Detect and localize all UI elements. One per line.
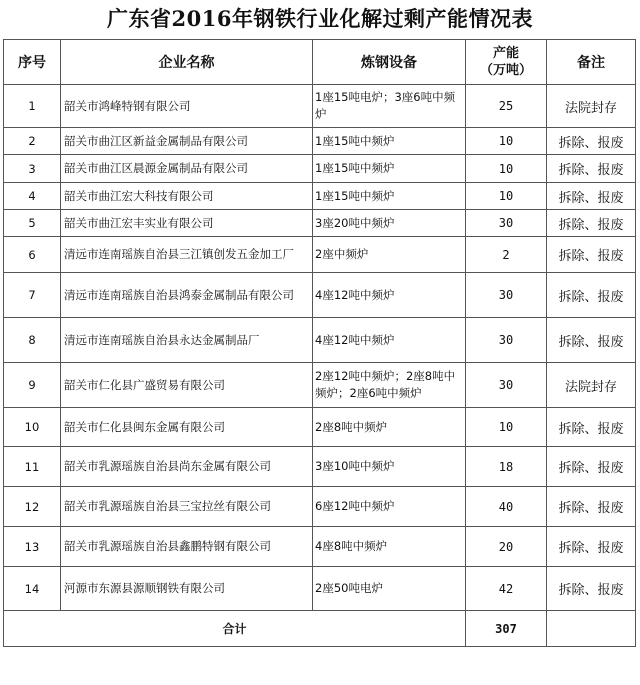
row-note: 拆除、报废 (547, 237, 636, 273)
row-equipment: 4座8吨中频炉 (313, 527, 466, 567)
row-capacity: 18 (466, 447, 547, 487)
table-row (4, 527, 636, 567)
row-note: 拆除、报废 (547, 128, 636, 155)
row-note: 法院封存 (547, 85, 636, 128)
row-note: 拆除、报废 (547, 567, 636, 611)
capacity-table (3, 39, 636, 647)
header-note: 备注 (547, 40, 636, 85)
row-capacity: 10 (466, 155, 547, 183)
row-equipment: 3座20吨中频炉 (313, 210, 466, 237)
table-row (4, 487, 636, 527)
row-equipment: 4座12吨中频炉 (313, 273, 466, 318)
row-equipment: 3座10吨中频炉 (313, 447, 466, 487)
table-row (4, 408, 636, 447)
row-seq: 9 (4, 363, 61, 408)
table-row (4, 155, 636, 183)
total-label: 合计 (4, 611, 466, 647)
row-company: 韶关市乳源瑶族自治县三宝拉丝有限公司 (61, 487, 313, 527)
row-capacity: 40 (466, 487, 547, 527)
row-capacity: 30 (466, 363, 547, 408)
row-company: 韶关市曲江宏丰实业有限公司 (61, 210, 313, 237)
row-seq: 5 (4, 210, 61, 237)
row-note: 法院封存 (547, 363, 636, 408)
row-seq: 10 (4, 408, 61, 447)
row-capacity: 2 (466, 237, 547, 273)
row-company: 韶关市鸿峰特钢有限公司 (61, 85, 313, 128)
table-row (4, 128, 636, 155)
row-note: 拆除、报废 (547, 183, 636, 210)
row-note: 拆除、报废 (547, 318, 636, 363)
row-seq: 3 (4, 155, 61, 183)
row-equipment: 2座中频炉 (313, 237, 466, 273)
row-capacity: 10 (466, 408, 547, 447)
row-capacity: 30 (466, 210, 547, 237)
table-row (4, 567, 636, 611)
row-equipment: 2座50吨电炉 (313, 567, 466, 611)
row-capacity: 30 (466, 273, 547, 318)
row-equipment: 1座15吨电炉；3座6吨中频炉 (313, 85, 466, 128)
row-equipment: 1座15吨中频炉 (313, 155, 466, 183)
total-note (547, 611, 636, 647)
row-note: 拆除、报废 (547, 210, 636, 237)
total-row (4, 611, 636, 647)
row-capacity: 20 (466, 527, 547, 567)
row-note: 拆除、报废 (547, 447, 636, 487)
row-company: 韶关市曲江宏大科技有限公司 (61, 183, 313, 210)
row-capacity: 42 (466, 567, 547, 611)
table-row (4, 85, 636, 128)
row-note: 拆除、报废 (547, 527, 636, 567)
header-company: 企业名称 (61, 40, 313, 85)
table-row (4, 237, 636, 273)
header-capacity (466, 40, 547, 85)
row-company: 韶关市曲江区新益金属制品有限公司 (61, 128, 313, 155)
header-equipment: 炼钢设备 (313, 40, 466, 85)
header-seq: 序号 (4, 40, 61, 85)
row-equipment: 2座8吨中频炉 (313, 408, 466, 447)
row-capacity: 30 (466, 318, 547, 363)
header-row (4, 40, 636, 85)
row-seq: 1 (4, 85, 61, 128)
row-note: 拆除、报废 (547, 273, 636, 318)
table-row (4, 318, 636, 363)
row-company: 韶关市乳源瑶族自治县尚东金属有限公司 (61, 447, 313, 487)
row-seq: 4 (4, 183, 61, 210)
row-equipment: 6座12吨中频炉 (313, 487, 466, 527)
table-row (4, 447, 636, 487)
row-seq: 7 (4, 273, 61, 318)
row-capacity: 10 (466, 128, 547, 155)
table-row (4, 273, 636, 318)
table-row (4, 183, 636, 210)
row-equipment: 2座12吨中频炉；2座8吨中频炉；2座6吨中频炉 (313, 363, 466, 408)
table-row (4, 363, 636, 408)
row-equipment: 4座12吨中频炉 (313, 318, 466, 363)
row-note: 拆除、报废 (547, 155, 636, 183)
row-company: 韶关市乳源瑶族自治县鑫鹏特钢有限公司 (61, 527, 313, 567)
row-seq: 11 (4, 447, 61, 487)
row-seq: 8 (4, 318, 61, 363)
row-capacity: 10 (466, 183, 547, 210)
table-row (4, 210, 636, 237)
row-company: 韶关市仁化县闽东金属有限公司 (61, 408, 313, 447)
row-seq: 2 (4, 128, 61, 155)
header-capacity-line2: （万吨） (479, 63, 532, 78)
row-equipment: 1座15吨中频炉 (313, 183, 466, 210)
row-note: 拆除、报废 (547, 408, 636, 447)
row-capacity: 25 (466, 85, 547, 128)
row-seq: 13 (4, 527, 61, 567)
row-note: 拆除、报废 (547, 487, 636, 527)
row-company: 清远市连南瑶族自治县鸿泰金属制品有限公司 (61, 273, 313, 318)
row-company: 清远市连南瑶族自治县三江镇创发五金加工厂 (61, 237, 313, 273)
header-capacity-line1: 产能 (492, 46, 519, 61)
total-capacity: 307 (466, 611, 547, 647)
row-seq: 6 (4, 237, 61, 273)
row-company: 河源市东源县源顺钢铁有限公司 (61, 567, 313, 611)
page-title: 广东省2016年钢铁行业化解过剩产能情况表 (107, 6, 533, 31)
row-seq: 12 (4, 487, 61, 527)
row-company: 韶关市曲江区晨源金属制品有限公司 (61, 155, 313, 183)
row-company: 清远市连南瑶族自治县永达金属制品厂 (61, 318, 313, 363)
row-company: 韶关市仁化县广盛贸易有限公司 (61, 363, 313, 408)
row-equipment: 1座15吨中频炉 (313, 128, 466, 155)
row-seq: 14 (4, 567, 61, 611)
